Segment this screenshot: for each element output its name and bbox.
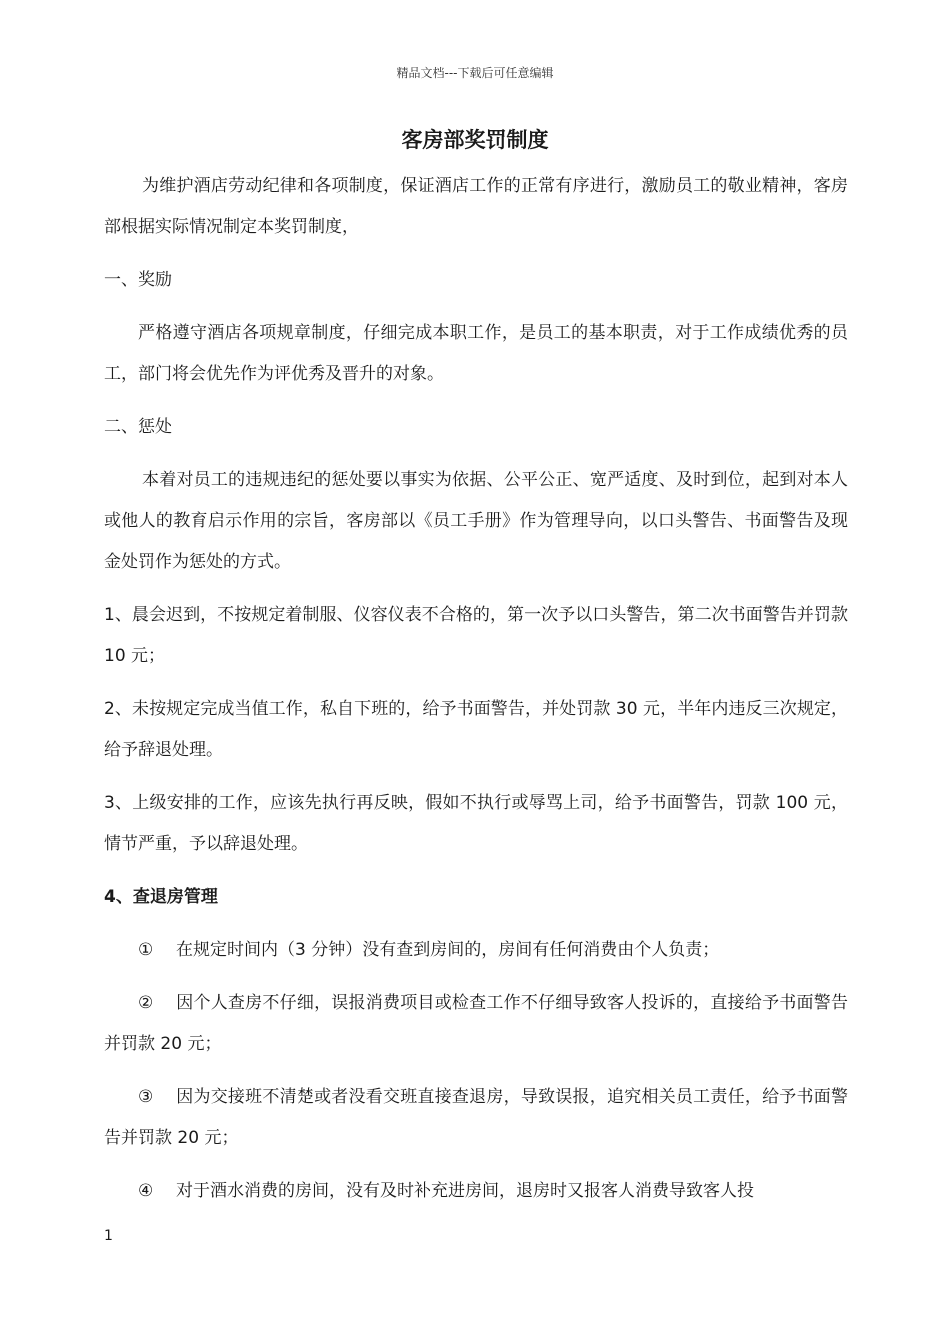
- penalty-item: 1、晨会迟到，不按规定着制服、仪容仪表不合格的，第一次予以口头警告，第二次书面警告并罚款 10 元；: [104, 605, 848, 666]
- item-marker: ④: [138, 1181, 154, 1201]
- penalty-item: 2、未按规定完成当值工作，私自下班的，给予书面警告，并处罚款 30 元，半年内违反三次规定，给予辞退处理。: [104, 699, 848, 760]
- item-marker: ②: [138, 993, 154, 1013]
- section-heading-checkout: 4、查退房管理: [104, 887, 218, 907]
- penalty-item: 3、上级安排的工作，应该先执行再反映，假如不执行或辱骂上司，给予书面警告，罚款 100 元，情节严重，予以辞退处理。: [104, 793, 848, 854]
- document-body: [104, 166, 848, 1212]
- section-heading-reward: 一、奖励: [104, 270, 172, 290]
- penalty-paragraph: 本着对员工的违规违纪的惩处要以事实为依据、公平公正、宽严适度、及时到位，起到对本人或他人的教育启示作用的宗旨，客房部以《员工手册》作为管理导向，以口头警告、书面警告及现金处罚作为惩处的方式。: [104, 470, 848, 572]
- item-text: 因为交接班不清楚或者没看交班直接查退房，导致误报，追究相关员工责任，给予书面警告并罚款 20 元；: [104, 1087, 848, 1148]
- item-marker: ①: [138, 940, 154, 960]
- checkout-item: [104, 1077, 848, 1159]
- item-text: 在规定时间内（3 分钟）没有查到房间的，房间有任何消费由个人负责；: [176, 940, 720, 960]
- item-marker: ③: [138, 1087, 154, 1107]
- checkout-item: [104, 983, 848, 1065]
- intro-paragraph: 为维护酒店劳动纪律和各项制度，保证酒店工作的正常有序进行，激励员工的敬业精神，客房部根据实际情况制定本奖罚制度，: [104, 176, 848, 237]
- item-text: 对于酒水消费的房间，没有及时补充进房间，退房时又报客人消费导致客人投: [176, 1181, 754, 1201]
- checkout-item: [104, 1171, 848, 1212]
- checkout-item: [104, 930, 848, 971]
- section-heading-penalty: 二、惩处: [104, 417, 172, 437]
- page-number: 1: [104, 1228, 113, 1244]
- header-note: 精品文档---下载后可任意编辑: [396, 66, 554, 80]
- item-text: 因个人查房不仔细，误报消费项目或检查工作不仔细导致客人投诉的，直接给予书面警告并罚款 20 元；: [104, 993, 848, 1054]
- reward-paragraph: 严格遵守酒店各项规章制度，仔细完成本职工作，是员工的基本职责，对于工作成绩优秀的员工，部门将会优先作为评优秀及晋升的对象。: [104, 323, 848, 384]
- document-title: 客房部奖罚制度: [401, 128, 549, 152]
